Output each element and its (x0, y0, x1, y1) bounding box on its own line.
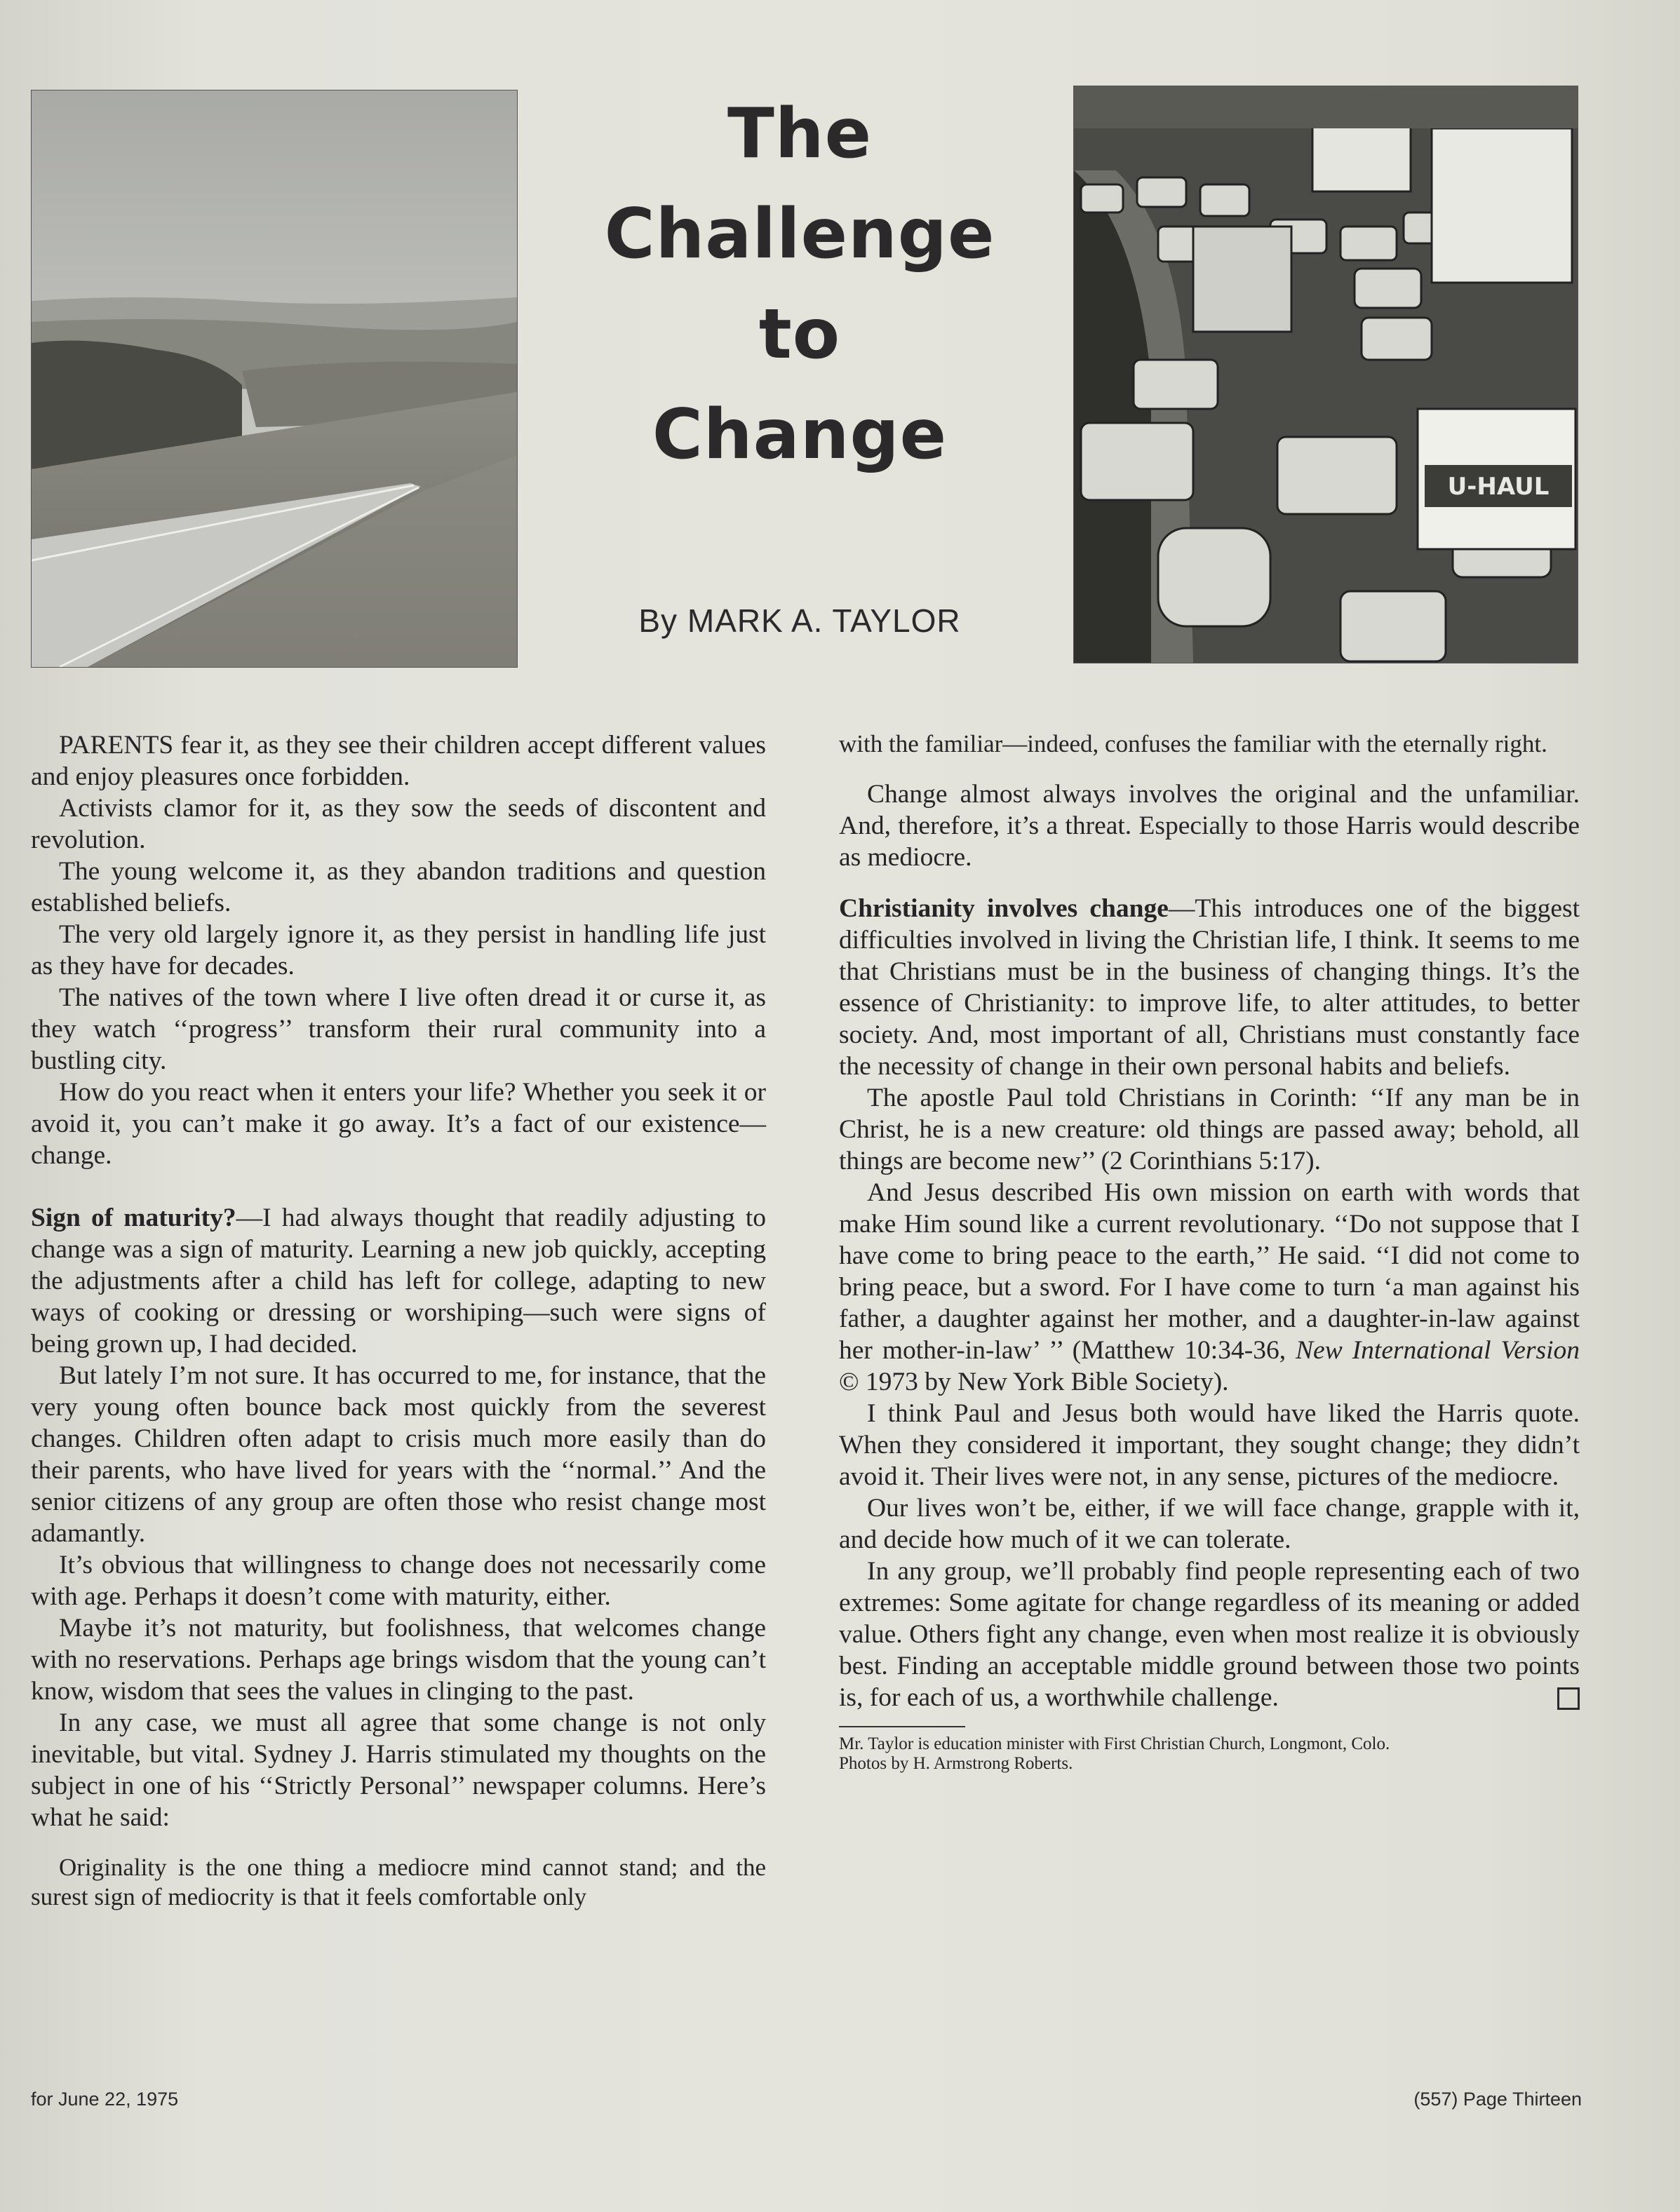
paragraph: Change almost always involves the original and the unfamiliar. And, therefore, it’s a threat. Especially to those Harris would describe as mediocre. (839, 780, 1580, 872)
title-line-3: to (758, 295, 841, 375)
paragraph-text: —This introduces one of the biggest difficulties involved in living the Christian life, I think. It seems to me that Christians must be in the business of changing things. It’s the essence of Christianity: to improve life, to alter attitudes, to better society. And, most important of all, Christians must constantly face the necessity of change in their own personal habits and beliefs. (839, 894, 1580, 1081)
traffic-jam-photo (1073, 86, 1578, 663)
paragraph: The natives of the town where I live often dread it or curse it, as they watch ‘‘progress’’ transform their rural community into a bustling city. (31, 983, 766, 1075)
paragraph: The young welcome it, as they abandon traditions and question established beliefs. (31, 857, 766, 917)
paragraph: But lately I’m not sure. It has occurred to me, for instance, that the very young often bounce back most quickly from the severest changes. Children often adapt to crisis much more easily than do their parents, who have lived for years with the ‘‘normal.’’ And the senior citizens of any group are often those who resist change most adamantly. (31, 1361, 766, 1548)
left-column (31, 729, 766, 1912)
section-paragraph (839, 893, 1580, 1082)
author-note: Mr. Taylor is education minister with First Christian Church, Longmont, Colo. (839, 1734, 1390, 1753)
paragraph: The apostle Paul told Christians in Corinth: ‘‘If any man be in Christ, he is a new creature: old things are passed away; behold, all things are become new’’ (2 Corinthians 5:17). (839, 1084, 1580, 1175)
byline: By MARK A. TAYLOR (638, 602, 961, 639)
paragraph: Maybe it’s not maturity, but foolishness, that welcomes change with no reservations. Perhaps age brings wisdom that the young can’t know, wisdom that sees the values in clinging to the past. (31, 1614, 766, 1706)
right-column (839, 729, 1580, 1774)
paragraph: It’s obvious that willingness to change does not necessarily come with age. Perhaps it doesn’t come with maturity, either. (31, 1551, 766, 1611)
block-quote-start: Originality is the one thing a mediocre mind cannot stand; and the surest sign of mediocrity is that it feels comfortable only (31, 1854, 766, 1910)
version-title: New International Version (1296, 1336, 1580, 1365)
footnote-rule (839, 1726, 965, 1727)
block-quote-end: with the familiar—indeed, confuses the familiar with the eternally right. (839, 730, 1547, 757)
section-paragraph (31, 1202, 766, 1360)
paragraph: Our lives won’t be, either, if we will face change, grapple with it, and decide how much of it we can tolerate. (839, 1494, 1580, 1554)
title-line-4: Change (652, 395, 948, 475)
end-mark-icon (1557, 1687, 1580, 1710)
paragraph: How do you react when it enters your life? Whether you seek it or avoid it, you can’t make it go away. It’s a fact of our existence—change. (31, 1078, 766, 1170)
paragraph-text: —I had always thought that readily adjusting to change was a sign of maturity. Learning a new job quickly, accepting the adjustments after a child has left for college, adapting to new ways of cooking or dressing or worshiping—such were signs of being grown up, I had decided. (31, 1203, 766, 1358)
paragraph: PARENTS fear it, as they see their children accept different values and enjoy pleasures once forbidden. (31, 731, 766, 791)
paragraph: Activists clamor for it, as they sow the seeds of discontent and revolution. (31, 794, 766, 854)
paragraph-text: And Jesus described His own mission on earth with words that make Him sound like a current revolutionary. ‘‘Do not suppose that I have come to bring peace to the earth,’’ He said. ‘‘I did not come to bring peace, but a sword. For I have come to turn ‘a man against his father, a daughter against her mother, and a daughter-in-law against her mother-in-law’ ’’ (Matthew 10:34-36, (839, 1178, 1580, 1365)
photo-credit: Photos by H. Armstrong Roberts. (839, 1754, 1073, 1773)
article-title (561, 84, 1038, 485)
title-line-2: Challenge (604, 194, 995, 274)
section-heading-maturity: Sign of maturity? (31, 1203, 236, 1232)
paragraph-text: © 1973 by New York Bible Society). (839, 1368, 1229, 1396)
rural-highway-photo (31, 90, 518, 668)
page-number: (557) Page Thirteen (1413, 2089, 1582, 2110)
paragraph (839, 1177, 1580, 1398)
paragraph (839, 1556, 1580, 1713)
u-haul-sign: U-HAUL (1447, 473, 1550, 501)
paragraph: I think Paul and Jesus both would have liked the Harris quote. When they considered it important, they sought change; they didn’t avoid it. Their lives were not, in any sense, pictures of the mediocre. (839, 1399, 1580, 1491)
paragraph: In any case, we must all agree that some change is not only inevitable, but vital. Sydney J. Harris stimulated my thoughts on the subject in one of his ‘‘Strictly Personal’’ newspaper columns. Here’s what he said: (31, 1708, 766, 1832)
title-line-1: The (727, 94, 873, 174)
paragraph-text: In any group, we’ll probably find people representing each of two extremes: Some agitate for change regardless of its meaning or added value. Others fight any change, even when most realize it is obviously best. Finding an acceptable middle ground between those two points is, for each of us, a worthwhile challenge. (839, 1557, 1580, 1712)
issue-date: for June 22, 1975 (31, 2089, 179, 2110)
paragraph: The very old largely ignore it, as they persist in handling life just as they have for decades. (31, 920, 766, 980)
section-heading-christianity: Christianity involves change (839, 894, 1169, 923)
